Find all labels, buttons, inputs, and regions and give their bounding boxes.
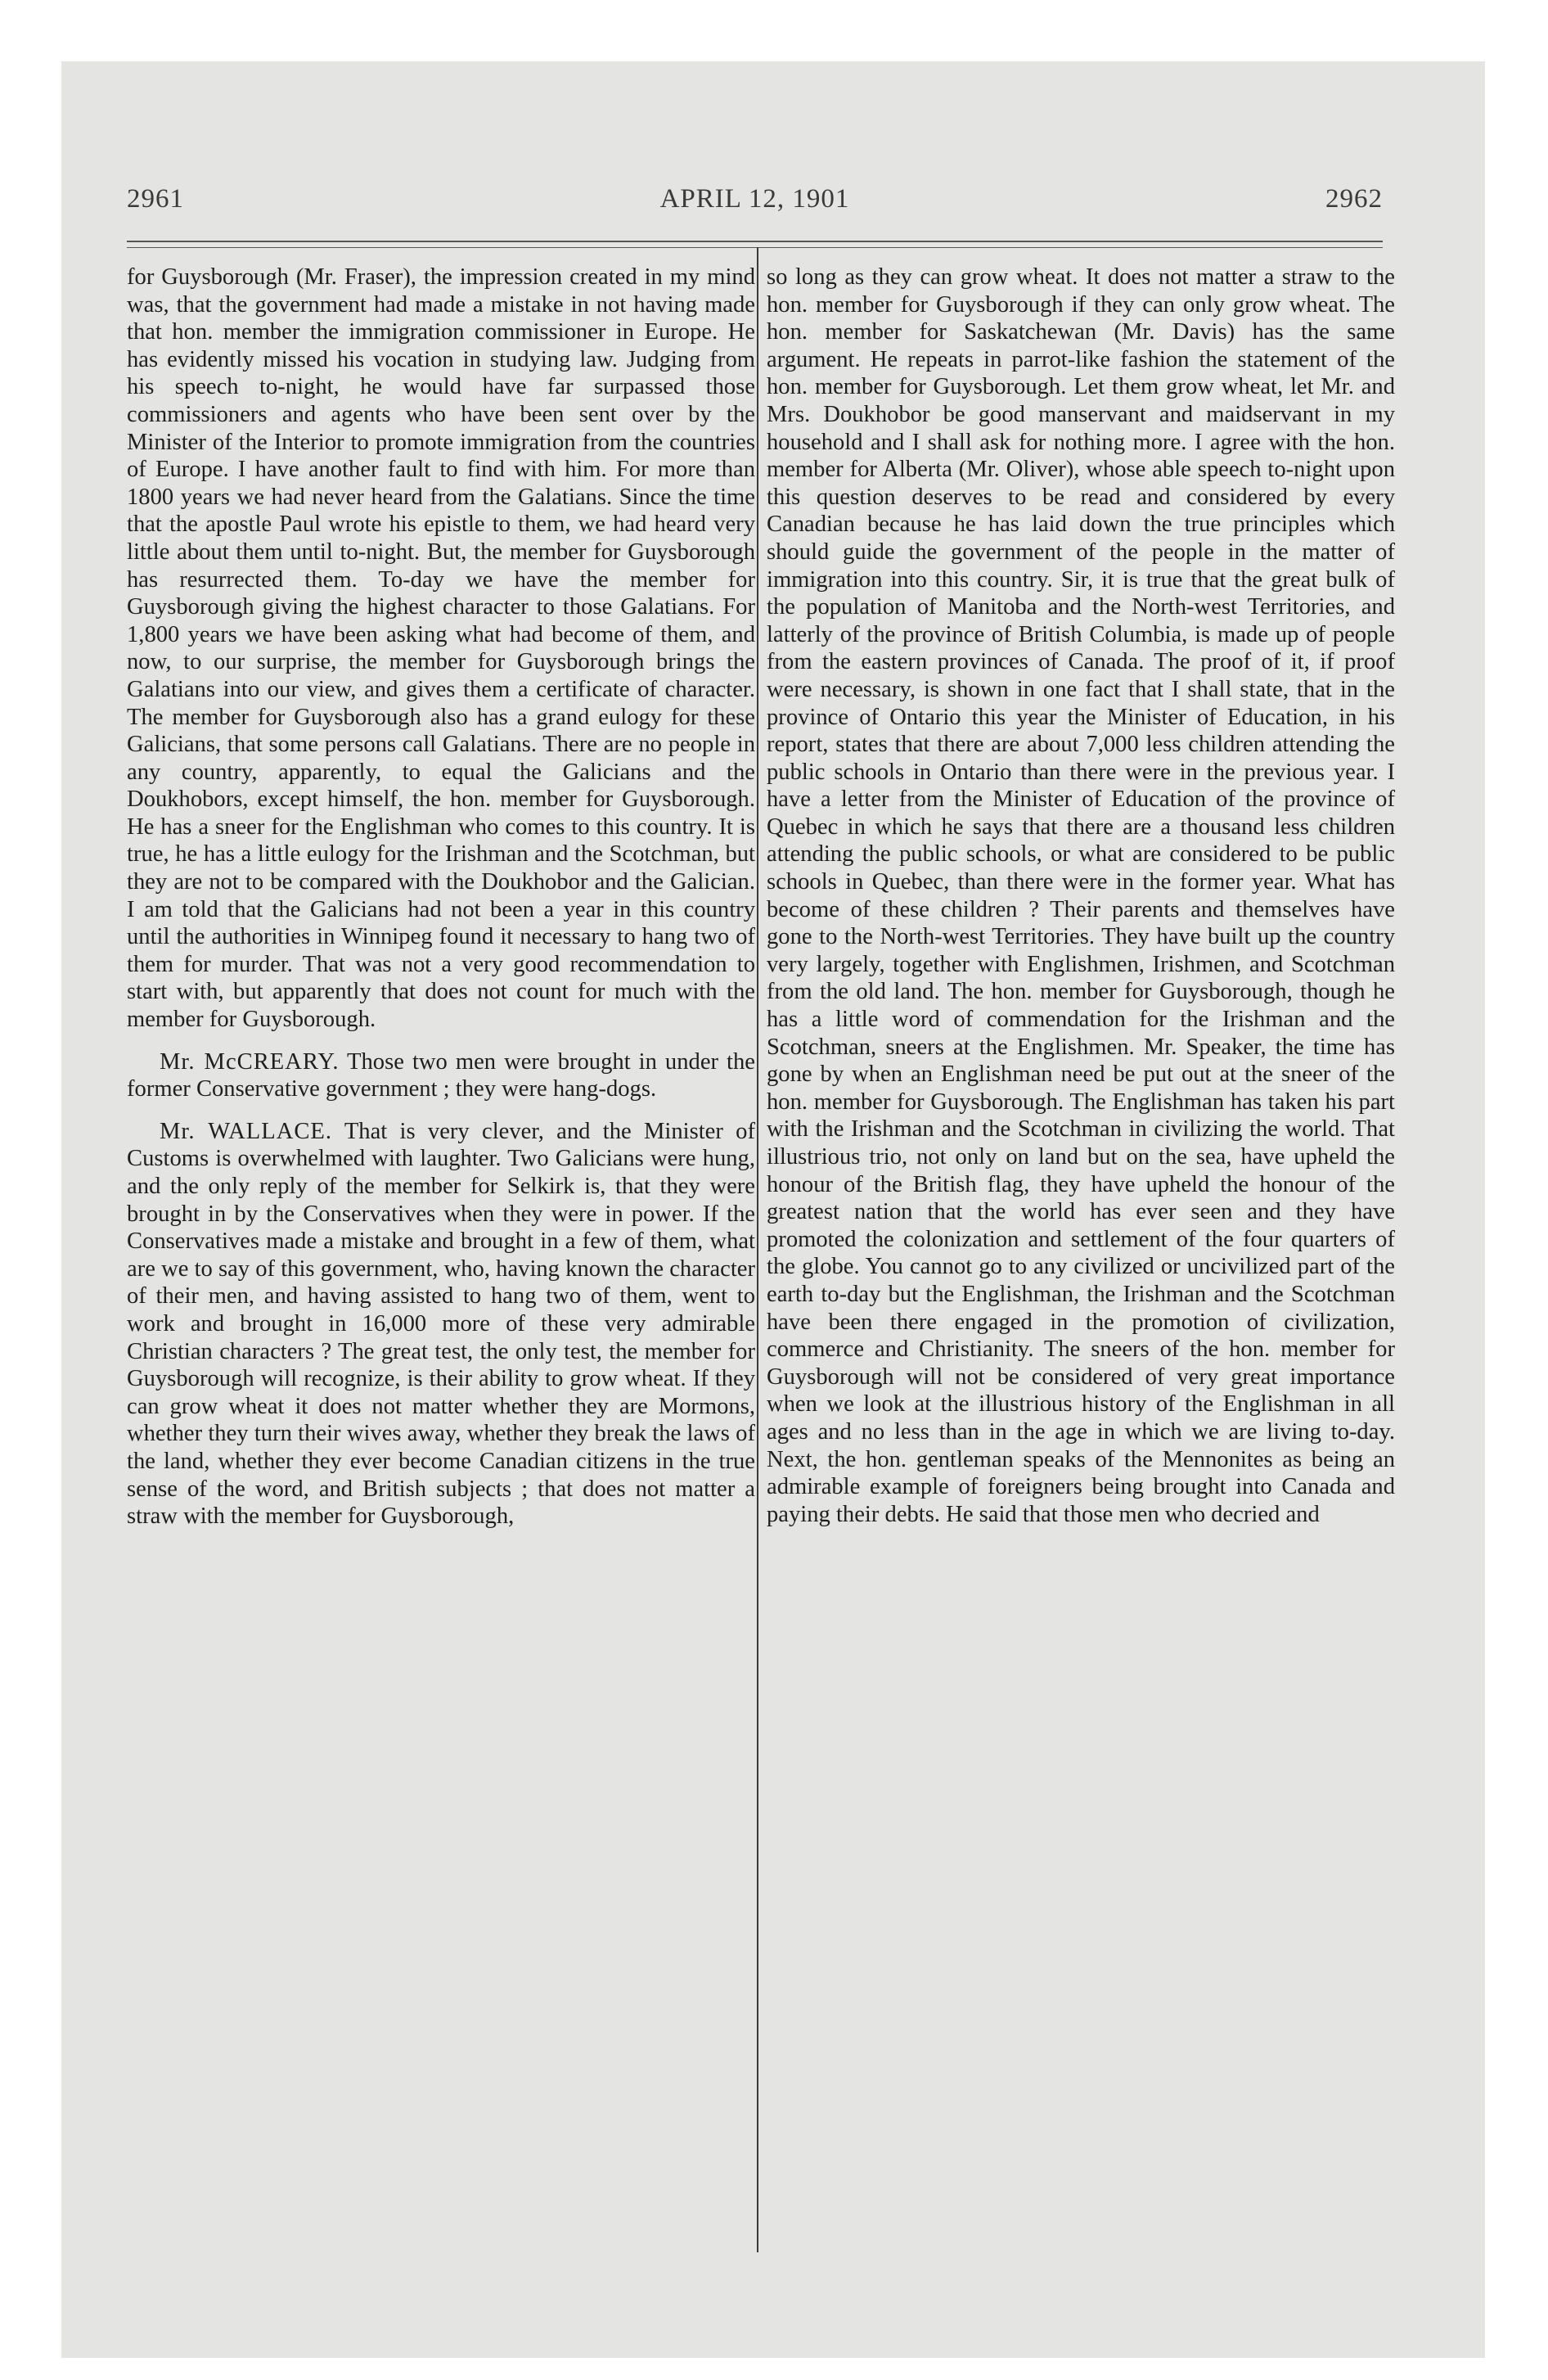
header-rule-thin <box>127 247 1383 248</box>
right-page-number: 2962 <box>1325 184 1383 214</box>
header-rule-thick <box>127 241 1383 242</box>
page-date: APRIL 12, 1901 <box>659 184 850 214</box>
page-header <box>127 184 1383 223</box>
right-paragraph-1: so long as they can grow wheat. It does not matter a straw to the hon. member for Guysborough if they can only grow wheat. The hon. member for Saskatchewan (Mr. Davis) has the same argument. He repeats in parrot-like fashion the statement of the hon. member for Guysborough. Let them grow wheat, let Mr. and Mrs. Doukhobor be good manservant and maidservant in my household and I shall ask for nothing more. I agree with the hon. member for Alberta (Mr. Oliver), whose able speech to-night upon this question deserves to be read and considered by every Canadian because he has laid down the true principles which should guide the government of the people in the matter of immigration into this country. Sir, it is true that the great bulk of the population of Manitoba and the North-west Territories, and latterly of the province of British Columbia, is made up of people from the eastern provinces of Canada. The proof of it, if proof were necessary, is shown in one fact that I shall state, that in the province of Ontario this year the Minister of Education, in his report, states that there are about 7,000 less children attending the public schools in Ontario than there were in the previous year. I have a letter from the Minister of Education of the province of Quebec in which he says that there are a thousand less children attending the public schools, or what are considered to be public schools in Quebec, than there were in the former year. What has become of these children ? Their parents and themselves have gone to the North-west Territories. They have built up the country very largely, together with Englishmen, Irishmen, and Scotchman from the old land. The hon. member for Guysborough, though he has a little word of commendation for the Irishman and the Scotchman, sneers at the Englishmen. Mr. Speaker, the time has gone by when an Englishman need be put out at the sneer of the hon. member for Guysborough. The Englishman has taken his part with the Irishman and the Scotchman in civilizing the world. That illustrious trio, not only on land but on the sea, have upheld the honour of the British flag, they have upheld the honour of the greatest nation that the world has ever seen and they have promoted the colonization and settlement of the four quarters of the globe. You cannot go to any civilized or uncivilized part of the earth to-day but the Englishman, the Irishman and the Scotchman have been there engaged in the promotion of civilization, commerce and Christianity. The sneers of the hon. member for Guysborough will not be considered of very great importance when we look at the illustrious history of the Englishman in all ages and no less than in the age in which we are living to-day. Next, the hon. gentleman speaks of the Mennonites as being an admirable example of foreigners being brought into Canada and paying their debts. He said that those men who decried and <box>767 264 1395 1527</box>
speech-text: Those two men were brought in under the former Conservative government ; they were hang-dogs. <box>127 1048 755 1102</box>
left-paragraph-3 <box>127 1118 755 1530</box>
column-divider <box>757 247 758 2252</box>
left-column <box>127 264 755 1530</box>
left-paragraph-1: for Guysborough (Mr. Fraser), the impression created in my mind was, that the government had made a mistake in not having made that hon. member the immigration commissioner in Europe. He has evidently missed his vocation in studying law. Judging from his speech to-night, he would have far surpassed those commissioners and agents who have been sent over by the Minister of the Interior to promote immigration from the countries of Europe. I have another fault to find with him. For more than 1800 years we had never heard from the Galatians. Since the time that the apostle Paul wrote his epistle to them, we had heard very little about them until to-night. But, the member for Guysborough has resurrected them. To-day we have the member for Guysborough giving the highest character to those Galatians. For 1,800 years we have been asking what had become of them, and now, to our surprise, the member for Guysborough brings the Galatians into our view, and gives them a certificate of character. The member for Guysborough also has a grand eulogy for these Galicians, that some persons call Galatians. There are no people in any country, apparently, to equal the Galicians and the Doukhobors, except himself, the hon. member for Guysborough. He has a sneer for the Englishman who comes to this country. It is true, he has a little eulogy for the Irishman and the Scotchman, but they are not to be compared with the Doukhobor and the Galician. I am told that the Galicians had not been a year in this country until the authorities in Winnipeg found it necessary to hang two of them for murder. That was not a very good recommendation to start with, but apparently that does not count for much with the member for Guysborough. <box>127 264 755 1033</box>
speaker-name: Mr. WALLACE. <box>160 1118 333 1144</box>
left-paragraph-2 <box>127 1048 755 1103</box>
speech-text: That is very clever, and the Minister of Customs is overwhelmed with laughter. Two Galicians were hung, and the only reply of the member for Selkirk is, that they were brought in by the Conservatives when they were in power. If the Conservatives made a mistake and brought in a few of them, what are we to say of this government, who, having known the character of their men, and having assisted to hang two of them, went to work and brought in 16,000 more of these very admirable Christian characters ? The great test, the only test, the member for Guysborough will recognize, is their ability to grow wheat. If they can grow wheat it does not matter whether they are Mormons, whether they turn their wives away, whether they break the laws of the land, whether they ever become Canadian citizens in the true sense of the word, and British subjects ; that does not matter a straw with the member for Guysborough, <box>127 1118 756 1530</box>
right-column <box>767 264 1395 1528</box>
left-page-number: 2961 <box>127 184 184 214</box>
speaker-name: Mr. McCREARY. <box>160 1048 340 1075</box>
